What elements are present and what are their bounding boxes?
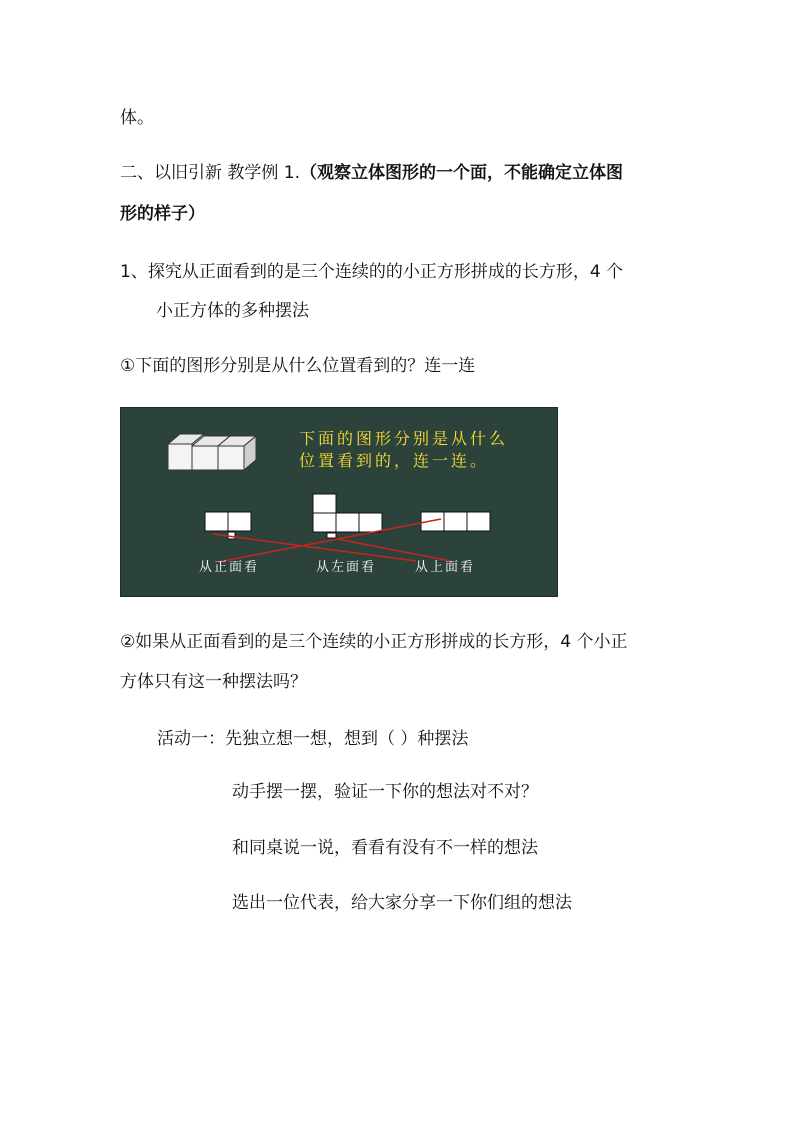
activity-step-2: 动手摆一摆，验证一下你的想法对不对？ (232, 782, 538, 802)
section-heading-note-cont: 形的样子） (120, 204, 205, 224)
question-2: ②如果从正面看到的是三个连续的小正方形拼成的长方形，4 个小正 (120, 632, 628, 652)
question-2-cont: 方体只有这一种摆法吗？ (120, 672, 307, 692)
board-prompt-line2: 位置看到的，连一连。 (299, 451, 490, 470)
activity-1: 活动一：先独立想一想，想到（ ）种摆法 (157, 729, 469, 749)
label-left-view: 从左面看 (316, 560, 377, 575)
activity-step-3: 和同桌说一说，看看有没有不一样的想法 (232, 838, 538, 858)
blackboard-image (120, 407, 558, 597)
task-1-cont: 小正方体的多种摆法 (156, 301, 309, 321)
section-heading-label: 二、以旧引新 教学例 1. (120, 163, 301, 183)
view-two-squares (205, 512, 251, 539)
task-1: 1、探究从正面看到的是三个连续的的小正方形拼成的长方形，4 个 (120, 262, 624, 282)
blackboard-drawing (121, 408, 559, 598)
cube-arrangement (168, 434, 256, 470)
question-1: ①下面的图形分别是从什么位置看到的？连一连 (120, 356, 476, 376)
text-line-1: 体。 (120, 108, 154, 128)
view-l-shape (313, 494, 382, 538)
label-front-view: 从正面看 (199, 560, 260, 575)
activity-step-4: 选出一位代表，给大家分享一下你们组的想法 (232, 893, 572, 913)
section-heading (120, 161, 623, 185)
section-heading-note: （观察立体图形的一个面，不能确定立体图 (300, 163, 624, 183)
board-prompt-line1: 下面的图形分别是从什么 (299, 429, 509, 448)
label-top-view: 从上面看 (415, 560, 476, 575)
